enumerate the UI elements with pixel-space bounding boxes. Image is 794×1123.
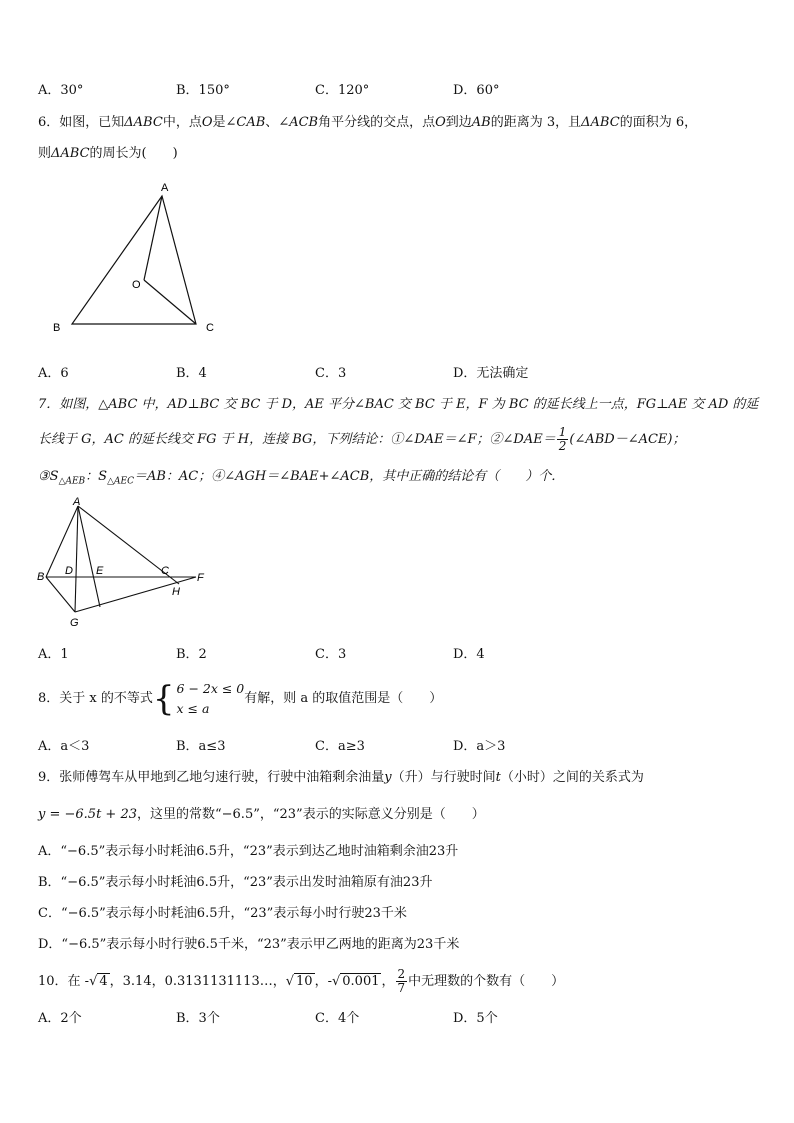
q8-stem: 8．关于 x 的不等式 { 6 − 2x ≤ 0 x ≤ a 有解，则 a 的取值范围是（ ） xyxy=(38,678,443,719)
q8-option-a: A．a＜3 xyxy=(38,739,90,754)
q8-option-d: D．a＞3 xyxy=(453,739,506,754)
q7-label-e: E xyxy=(96,565,104,577)
q7-label-f: F xyxy=(197,572,204,584)
q6-label-o: O xyxy=(132,279,141,291)
q9-option-c: C．“−6.5”表示每小时耗油6.5升，“23”表示每小时行驶23千米 xyxy=(38,906,407,921)
q8-option-c: C．a≥3 xyxy=(315,739,365,754)
q10-option-a: A．2个 xyxy=(38,1011,82,1026)
q5-option-c: C．120° xyxy=(315,83,370,98)
q7-label-d: D xyxy=(65,565,73,577)
q9-stem-line1: 9．张师傅驾车从甲地到乙地匀速行驶，行驶中油箱剩余油量y（升）与行驶时间t（小时）之间的关系式为 xyxy=(38,770,644,785)
q7-line-ag xyxy=(75,506,78,612)
q6-label-a: A xyxy=(161,182,169,194)
q9-option-b: B．“−6.5”表示每小时耗油6.5升，“23”表示出发时油箱原有油23升 xyxy=(38,875,433,890)
q7-stem-line2: 长线于 G，AC 的延长线交 FG 于 H，连接 BG，下列结论：①∠DAE＝∠F；②∠DAE＝ $\frac{1}{2}$ (∠ABD－∠ACE)； xyxy=(38,425,686,453)
q9-option-a: A．“−6.5”表示每小时耗油6.5升，“23”表示到达乙地时油箱剩余油23升 xyxy=(38,844,459,859)
q7-option-b: B．2 xyxy=(176,647,207,662)
q10-option-d: D．5个 xyxy=(453,1011,498,1026)
q7-label-a: A xyxy=(73,496,81,508)
q7-triangle-figure xyxy=(34,496,214,634)
q7-label-c: C xyxy=(161,565,169,577)
q6-option-d: D．无法确定 xyxy=(453,366,529,381)
q8-inequality-system: { 6 − 2x ≤ 0 x ≤ a xyxy=(152,678,245,719)
q7-stem-line1: 7．如图，△ABC 中，AD⊥BC 交 BC 于 D，AE 平分∠BAC 交 BC 于 E，F 为 BC 的延长线上一点，FG⊥AE 交 AD 的延 xyxy=(38,397,759,412)
q6-option-b: B．4 xyxy=(176,366,207,381)
q6-triangle-figure xyxy=(40,176,230,341)
q6-option-a: A．6 xyxy=(38,366,69,381)
q10-option-b: B．3个 xyxy=(176,1011,220,1026)
q7-option-d: D．4 xyxy=(453,647,485,662)
q9-option-d: D．“−6.5”表示每小时行驶6.5千米，“23”表示甲乙两地的距离为23千米 xyxy=(38,937,460,952)
q7-side-ab xyxy=(46,506,78,577)
q7-fraction-half: $\frac{1}{2}$ xyxy=(558,425,567,453)
q7-label-g: G xyxy=(70,617,79,629)
q10-stem: 10．在 -√ 4 ，3.14，0.3131131113…，√ 10 ，-√ 0.001 ， $\frac{2}{7}$ 中无理数的个数有（ ） xyxy=(38,967,565,995)
q7-line-bg xyxy=(46,577,75,612)
q6-label-c: C xyxy=(206,322,214,334)
q6-label-b: B xyxy=(53,322,61,334)
q8-option-b: B．a≤3 xyxy=(176,739,226,754)
q10-option-c: C．4个 xyxy=(315,1011,360,1026)
q6-stem-line2: 则ΔABC的周长为( ) xyxy=(38,146,178,161)
q5-option-b: B．150° xyxy=(176,83,230,98)
q7-option-a: A．1 xyxy=(38,647,69,662)
q5-option-a: A．30° xyxy=(38,83,84,98)
q6-triangle-abc xyxy=(72,196,196,324)
q9-stem-line2: y = −6.5t + 23，这里的常数“−6.5”，“23”表示的实际意义分别是（ ） xyxy=(38,807,485,822)
q7-stem-line3: $③S_{\triangle AEB}$：$S_{\triangle AEC}=AB$：AC；④∠AGH＝∠BAE+∠ACB，其中正确的结论有（ ）个． xyxy=(38,469,565,487)
q6-option-c: C．3 xyxy=(315,366,347,381)
q7-label-b: B xyxy=(37,571,45,583)
q7-option-c: C．3 xyxy=(315,647,347,662)
q5-option-d: D．60° xyxy=(453,83,500,98)
q6-bisector-oc xyxy=(144,280,196,324)
q7-bisector-ae xyxy=(78,506,100,607)
q7-label-h: H xyxy=(172,586,180,598)
q10-fraction: $\frac{2}{7}$ xyxy=(397,967,406,995)
q6-stem-line1: 6．如图，已知ΔABC中，点O是∠CAB、∠ACB角平分线的交点，点O到边AB的距离为 3，且ΔABC的面积为 6， xyxy=(38,115,698,130)
